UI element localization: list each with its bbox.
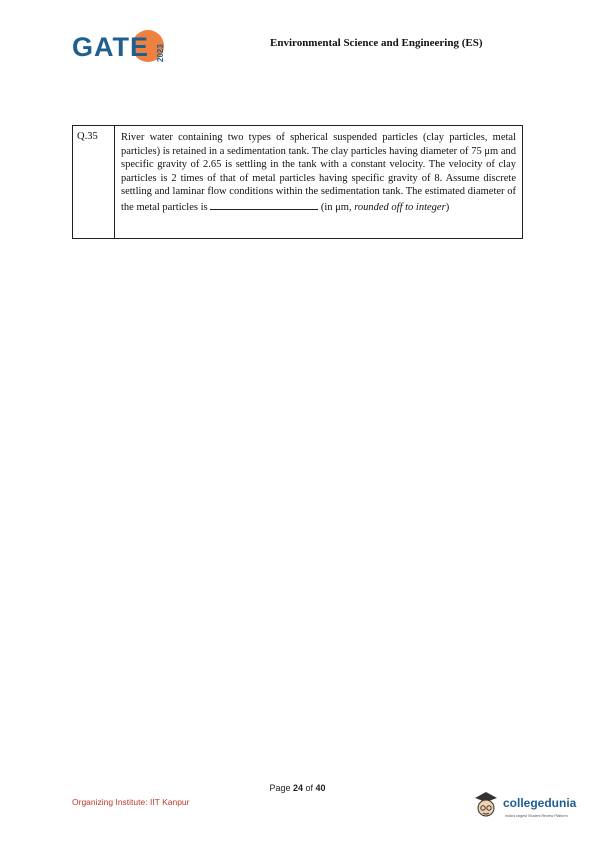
question-body: River water containing two types of spherical suspended particles (clay particles, metal particles) is retained in a sedimentation tank. The clay particles having diameter of 75 μm and specific gravity of 2.65 is settling in the tank with a constant velocity. The velocity of clay particles is 2 times of that of metal particles having specific gravity of 8. Assume discrete settling and laminar flow conditions within the sedimentation tank. The estimated diameter of the metal particles is [121, 132, 516, 213]
question-text [115, 126, 522, 238]
brand-name: collegedunia [503, 796, 577, 810]
gate-logo [72, 28, 182, 70]
question-unit: (in μm, [320, 201, 355, 213]
brand-tagline: India's largest Student Review Platform [505, 814, 568, 818]
collegedunia-logo [473, 790, 585, 826]
question-close: ) [445, 201, 450, 213]
page-current: 24 [292, 783, 303, 793]
organizing-institute: Organizing Institute: IIT Kanpur [72, 797, 190, 807]
paper-title: Environmental Science and Engineering (ES) [270, 37, 483, 49]
mascot-icon [473, 790, 499, 820]
page-prefix: Page [269, 783, 293, 793]
logo-text: GATE [72, 32, 149, 62]
question-rounding: rounded off to integer [354, 201, 446, 213]
page-total: 40 [315, 783, 326, 793]
answer-blank [210, 199, 318, 210]
question-box [72, 125, 523, 239]
logo-year: 2023 [156, 44, 165, 62]
page-of: of [303, 783, 316, 793]
question-number: Q.35 [73, 126, 115, 238]
